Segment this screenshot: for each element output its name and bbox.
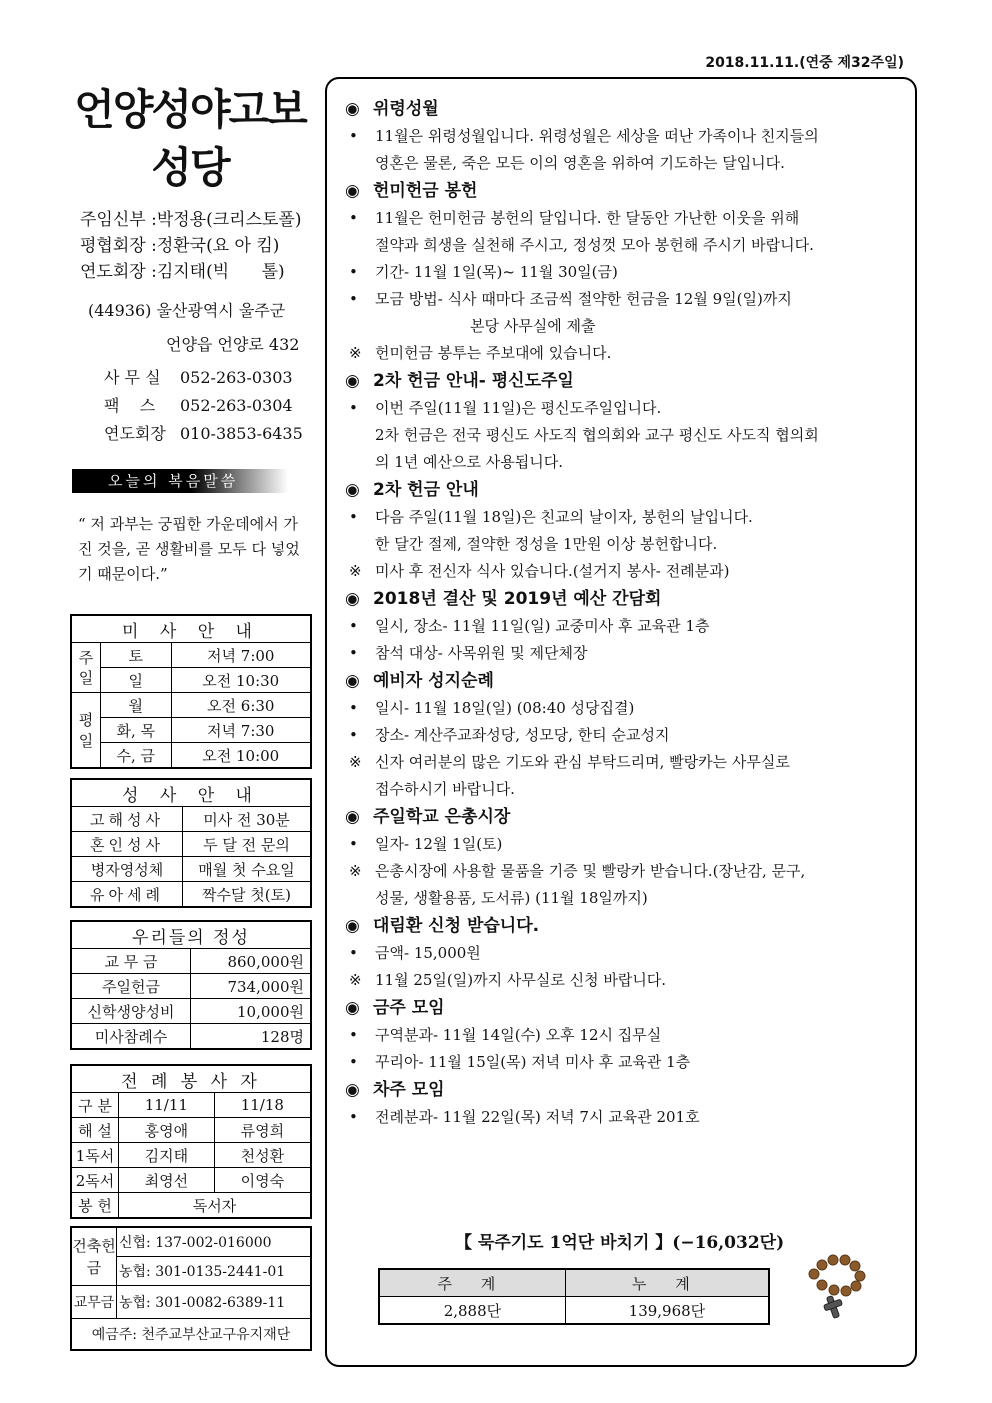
line-text: 헌미헌금 봉투는 주보대에 있습니다. [375,344,612,362]
line-text: 신자 여러분의 많은 기도와 관심 부탁드리며, 빨랑카는 사무실로 [375,753,790,771]
liturgy-person: 독서자 [119,1193,312,1219]
section-bullet-icon: ◉ [345,371,360,391]
offering-title: 우리들의 정성 [71,921,311,949]
mass-day: 일 [101,668,172,693]
section-bullet-icon: ◉ [345,671,360,691]
section-title: 금주 모임 [373,998,445,1018]
gospel-text: “ 저 과부는 궁핍한 가운데에서 가진 것을, 곧 생활비를 모두 다 넣었기 때문이다.” [78,515,300,583]
parish-title-2: 성당 [151,143,229,192]
offering-value: 734,000원 [191,974,312,999]
section-heading [345,803,913,831]
line-marker: • [349,699,358,717]
section-title: 차주 모임 [373,1080,445,1100]
mass-time: 오전 6:30 [171,693,311,718]
line-text: 11월은 위령성월입니다. 위령성월은 세상을 떠난 가족이나 친지들의 [375,127,819,145]
notice-line [345,449,913,476]
offering-value: 860,000원 [191,949,312,974]
offering-name: 신학생양성비 [71,999,191,1024]
line-marker: ※ [349,344,362,362]
gyomu-account: 농협: 301-0082-6389-11 [117,1286,312,1319]
line-text: 일시, 장소- 11월 11일(일) 교중미사 후 교육관 1층 [375,617,710,635]
section-title: 주일학교 은총시장 [373,807,511,827]
line-text: 일자- 12월 1일(토) [375,835,503,853]
sacrament-title: 성 사 안 내 [71,779,311,807]
notice-line [345,722,913,749]
liturgy-person: 천성환 [214,1143,311,1168]
line-text: 절약과 희생을 실천해 주시고, 정성껏 모아 봉헌해 주시기 바랍니다. [375,236,814,254]
section-title: 2차 헌금 안내 [373,480,479,500]
rosary-head-total: 누 계 [565,1269,769,1297]
line-marker: ※ [349,862,362,880]
address-line2: 언양읍 언양로 432 [166,335,300,354]
line-text: 접수하시기 바랍니다. [375,780,515,798]
account-holder: 예금주: 천주교부산교구유지재단 [71,1319,311,1351]
line-text: 다음 주일(11월 18일)은 친교의 날이자, 봉헌의 날입니다. [375,508,753,526]
line-text: 11월 25일(일)까지 사무실로 신청 바랍니다. [375,971,667,989]
notice-line [345,395,913,422]
line-marker: • [349,617,358,635]
notice-line [345,558,913,585]
notice-line [345,940,913,967]
line-marker: • [349,835,358,853]
line-marker: • [349,726,358,744]
sacrament-name: 유아세례 [71,882,183,908]
line-text: 한 달간 절제, 절약한 정성을 1만원 이상 봉헌합니다. [375,535,718,553]
section-title: 2차 헌금 안내- 평신도주일 [373,371,574,391]
section-title: 2018년 결산 및 2019년 예산 간담회 [373,589,662,609]
line-text: 구역분과- 11월 14일(수) 오후 12시 집무실 [375,1026,662,1044]
yeondo-phone: 연도회장 010-3853-6435 [104,424,303,443]
section-heading [345,585,913,613]
line-marker: ※ [349,753,362,771]
sacrament-value: 짝수달 첫(토) [183,882,312,908]
sacrament-table [70,778,312,908]
notice-line [345,885,913,912]
liturgy-head: 구 분 [71,1093,119,1118]
mass-day: 화, 목 [101,718,172,743]
offering-name: 교 무 금 [71,949,191,974]
notices-content [345,95,913,1131]
line-text: 참석 대상- 사목위원 및 제단체장 [375,644,588,662]
weekday-label: 평일 [71,693,101,769]
line-text: 일시- 11월 18일(일) (08:40 성당집결) [375,699,635,717]
notice-line [345,504,913,531]
sacrament-value: 두 달 전 문의 [183,832,312,857]
building-account: 농협: 301-0135-2441-01 [117,1257,312,1286]
building-label: 건축헌금 [71,1227,117,1286]
liturgy-table [70,1064,312,1219]
sacrament-value: 매월 첫 수요일 [183,857,312,882]
address-line1: (44936) 울산광역시 울주군 [88,301,286,320]
section-bullet-icon: ◉ [345,1080,360,1100]
sacrament-name: 혼인성사 [71,832,183,857]
mass-time: 오전 10:30 [171,668,311,693]
line-text: 미사 후 전신자 식사 있습니다.(설거지 봉사- 전례분과) [375,562,730,580]
notice-line [345,967,913,994]
notice-line [345,776,913,803]
yeondo-line: 연도회장 :김지태(빅 톨) [80,262,285,282]
staff-info [80,207,301,285]
liturgy-role: 해 설 [71,1118,119,1143]
line-marker: ※ [349,971,362,989]
council-line: 평협회장 :정환국(요 아 킴) [80,236,280,256]
line-text: 은총시장에 사용할 물품을 기증 및 빨랑카 받습니다.(장난감, 문구, [375,862,806,880]
line-text: 이번 주일(11월 11일)은 평신도주일입니다. [375,399,662,417]
offering-value: 128명 [191,1024,312,1050]
office-phone: 사 무 실 052-263-0303 [104,368,293,387]
section-bullet-icon: ◉ [345,181,360,201]
liturgy-person: 류영희 [214,1118,311,1143]
account-table [70,1226,312,1351]
mass-time: 오전 10:00 [171,743,311,769]
rosary-table [378,1268,770,1325]
line-marker: ※ [349,562,362,580]
line-marker: • [349,399,358,417]
sunday-label: 주일 [71,643,101,693]
rosary-icon [800,1248,870,1320]
line-text: 전례분과- 11월 22일(목) 저녁 7시 교육관 201호 [375,1108,700,1126]
liturgy-person: 김지태 [119,1143,215,1168]
offering-value: 10,000원 [191,999,312,1024]
line-text: 꾸리아- 11월 15일(목) 저녁 미사 후 교육관 1층 [375,1053,691,1071]
mass-day: 월 [101,693,172,718]
section-heading [345,95,913,123]
notice-line [345,831,913,858]
notice-line [345,123,913,150]
notice-line [345,749,913,776]
line-text: 성물, 생활용품, 도서류) (11월 18일까지) [375,889,648,907]
building-account: 신협: 137-002-016000 [117,1227,312,1257]
notice-line [345,640,913,667]
notice-line [345,422,913,449]
notice-line [345,313,913,340]
gyomu-label: 교무금 [71,1286,117,1319]
contact-list [104,364,303,448]
section-heading [345,177,913,205]
line-text: 영혼은 물론, 죽은 모든 이의 영혼을 위하여 기도하는 달입니다. [375,154,785,172]
section-bullet-icon: ◉ [345,998,360,1018]
line-marker: • [349,1108,358,1126]
rosary-head-week: 주 계 [379,1269,565,1297]
section-title: 예비자 성지순례 [373,671,494,691]
liturgy-role: 2독서 [71,1168,119,1193]
section-heading [345,912,913,940]
line-marker: • [349,290,358,308]
section-bullet-icon: ◉ [345,99,360,119]
notice-line [345,1104,913,1131]
notice-line [345,150,913,177]
rosary-week: 2,888단 [379,1297,565,1325]
mass-time: 저녁 7:00 [171,643,311,668]
section-heading [345,367,913,395]
offering-table [70,920,312,1050]
line-text: 모금 방법- 식사 때마다 조금씩 절약한 헌금을 12월 9일(일)까지 [375,290,792,308]
notice-line [345,205,913,232]
notice-line [345,340,913,367]
section-bullet-icon: ◉ [345,480,360,500]
notice-line [345,1022,913,1049]
section-heading [345,667,913,695]
mass-title: 미 사 안 내 [71,615,311,643]
section-title: 대림환 신청 받습니다. [373,916,540,936]
line-marker: • [349,1026,358,1044]
rosary-total: 139,968단 [565,1297,769,1325]
fax-number: 팩 스 052-263-0304 [104,396,293,415]
parish-title: 언양성야고보 [74,85,306,134]
liturgy-head: 11/11 [119,1093,215,1118]
line-text: 11월은 헌미헌금 봉헌의 달입니다. 한 달동안 가난한 이웃을 위해 [375,209,800,227]
line-marker: • [349,944,358,962]
section-bullet-icon: ◉ [345,916,360,936]
issue-date: 2018.11.11.(연중 제32주일) [705,55,904,71]
line-text: 2차 헌금은 전국 평신도 사도직 협의회와 교구 평신도 사도직 협의회 [375,426,819,444]
offering-name: 주일헌금 [71,974,191,999]
notice-line [345,1049,913,1076]
notice-line [345,613,913,640]
line-text: 의 1년 예산으로 사용됩니다. [375,453,564,471]
section-heading [345,1076,913,1104]
section-heading [345,994,913,1022]
section-bullet-icon: ◉ [345,589,360,609]
liturgy-person: 최영선 [119,1168,215,1193]
line-text: 기간- 11월 1일(목)~ 11월 30일(금) [375,263,618,281]
notice-line [345,858,913,885]
notice-line [345,232,913,259]
sacrament-name: 고해성사 [71,807,183,832]
line-marker: • [349,644,358,662]
rosary-title: 【 묵주기도 1억단 바치기 】(−16,032단) [455,1233,785,1253]
mass-day: 토 [101,643,172,668]
mass-time: 저녁 7:30 [171,718,311,743]
section-bullet-icon: ◉ [345,807,360,827]
line-marker: • [349,1053,358,1071]
mass-day: 수, 금 [101,743,172,769]
liturgy-title: 전 례 봉 사 자 [71,1065,311,1093]
offering-name: 미사참례수 [71,1024,191,1050]
line-text: 금액- 15,000원 [375,944,481,962]
priest-line: 주임신부 :박정용(크리스토폴) [80,210,302,230]
mass-table [70,614,312,769]
line-text: 장소- 계산주교좌성당, 성모당, 한티 순교성지 [375,726,670,744]
section-title: 헌미헌금 봉헌 [373,181,478,201]
notice-line [345,259,913,286]
liturgy-head: 11/18 [214,1093,311,1118]
line-text: 본당 사무실에 제출 [470,317,596,335]
line-marker: • [349,127,358,145]
section-heading [345,476,913,504]
liturgy-role: 1독서 [71,1143,119,1168]
notice-line [345,695,913,722]
liturgy-person: 홍영애 [119,1118,215,1143]
notice-line [345,531,913,558]
liturgy-person: 이영숙 [214,1168,311,1193]
line-marker: • [349,209,358,227]
sacrament-name: 병자영성체 [71,857,183,882]
line-marker: • [349,263,358,281]
liturgy-role: 봉 헌 [71,1193,119,1219]
notice-line [345,286,913,313]
gospel-heading: 오늘의 복음말씀 [72,469,288,493]
sacrament-value: 미사 전 30분 [183,807,312,832]
line-marker: • [349,508,358,526]
section-title: 위령성월 [373,99,439,119]
